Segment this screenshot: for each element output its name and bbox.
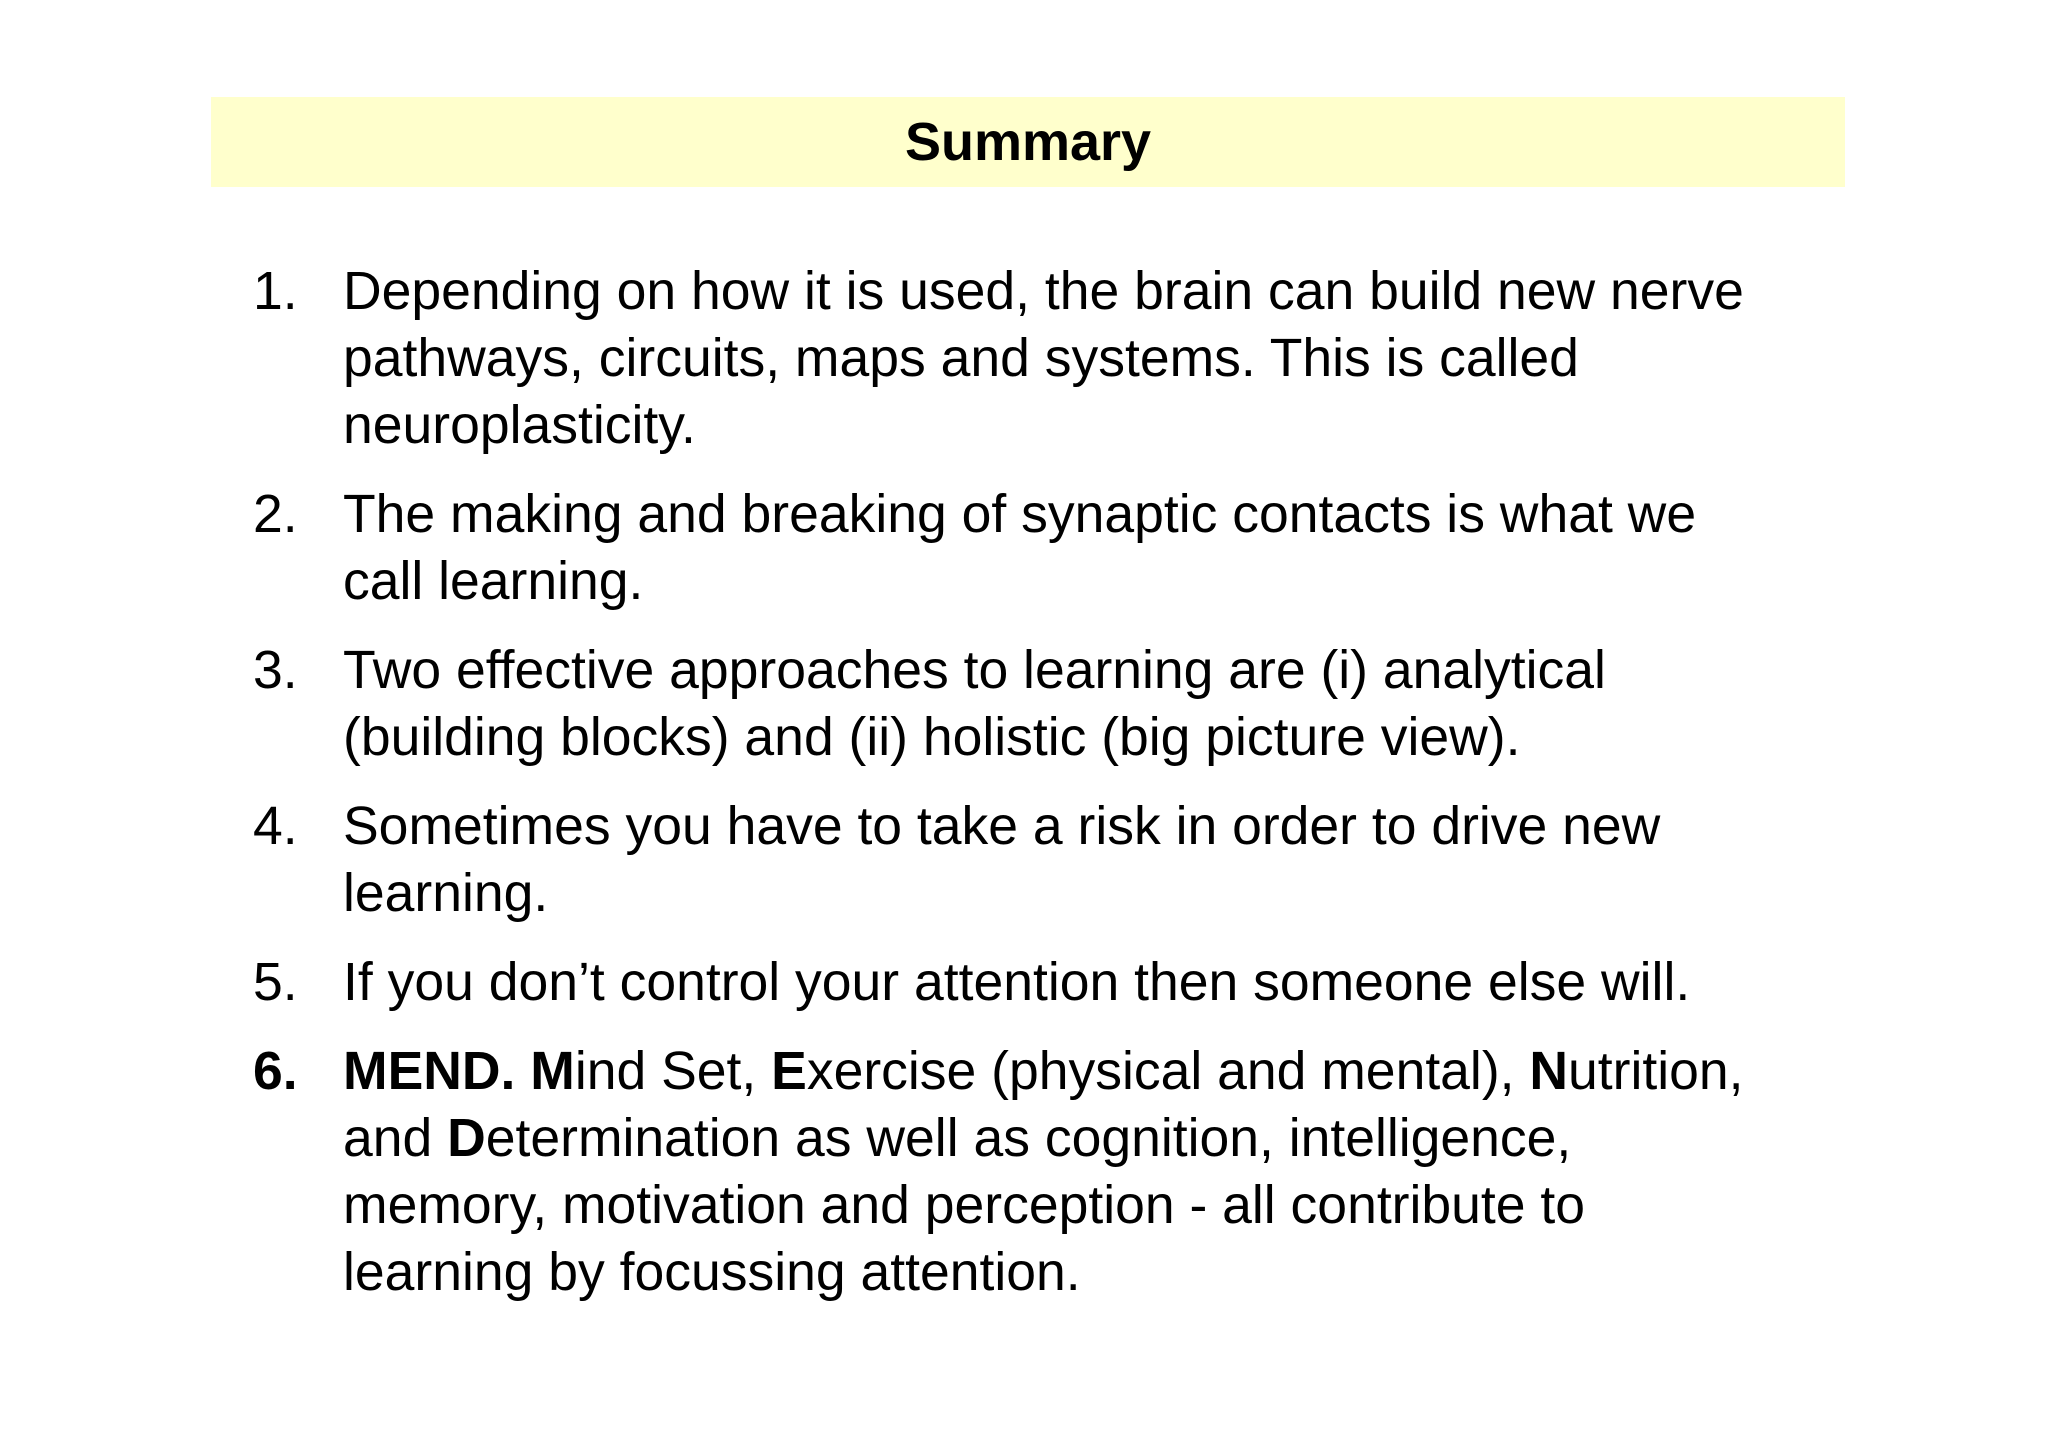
list-item xyxy=(253,793,1893,927)
item-text: The making and breaking of synaptic contacts is what we call learning. xyxy=(343,485,1697,611)
summary-title-bar xyxy=(211,97,1845,187)
mend-d: D xyxy=(447,1109,486,1168)
item-text: Depending on how it is used, the brain can build new nerve pathways, circuits, maps and systems. This is called neuroplasticity. xyxy=(343,262,1744,455)
page-title: Summary xyxy=(904,112,1152,172)
item-text: If you don’t control your attention then someone else will. xyxy=(343,953,1691,1012)
mend-e-rest: xercise (physical and mental), xyxy=(806,1042,1530,1101)
mend-m-rest: ind Set, xyxy=(574,1042,772,1101)
item-number: 6. xyxy=(253,1042,298,1101)
item-number: 5. xyxy=(253,953,298,1012)
mend-d-rest: etermination as well as cognition, intelligence, memory, motivation and perception - all contribute to learning by focussing attention. xyxy=(343,1109,1585,1302)
item-number: 1. xyxy=(253,262,298,321)
summary-list xyxy=(253,258,1893,1328)
mend-e: E xyxy=(771,1042,807,1101)
list-item xyxy=(253,949,1893,1016)
mend-lead: MEND. xyxy=(343,1042,516,1101)
list-item xyxy=(253,637,1893,771)
mend-n-rest: utrition, and xyxy=(343,1042,1744,1168)
item-text-mend xyxy=(343,1038,1893,1306)
mend-m: M xyxy=(530,1042,575,1101)
item-number: 2. xyxy=(253,485,298,544)
item-text: Sometimes you have to take a risk in order to drive new learning. xyxy=(343,797,1661,923)
mend-n: N xyxy=(1529,1042,1569,1101)
item-text: Two effective approaches to learning are (i) analytical (building blocks) and (ii) holistic (big picture view). xyxy=(343,641,1606,767)
item-number: 3. xyxy=(253,641,298,700)
list-item-mend xyxy=(253,1038,1893,1306)
list-item xyxy=(253,258,1893,459)
item-number: 4. xyxy=(253,797,298,856)
list-item xyxy=(253,481,1893,615)
